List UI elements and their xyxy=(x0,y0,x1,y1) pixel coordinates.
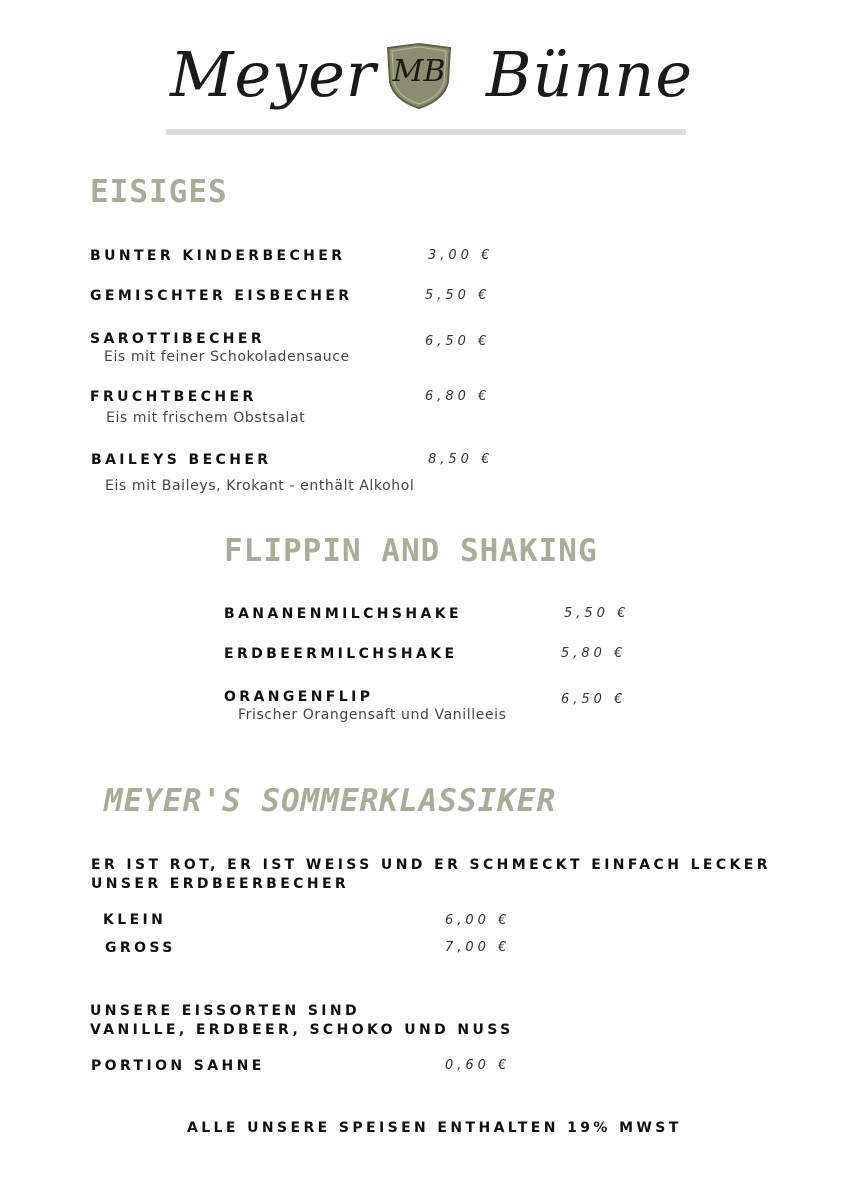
item-name: FRUCHTBECHER xyxy=(90,389,257,405)
section-title-sommer: MEYER'S SOMMERKLASSIKER xyxy=(104,783,557,819)
item-price: 5,50 € xyxy=(425,288,491,303)
item-name: BUNTER KINDERBECHER xyxy=(90,248,346,264)
ice-sorts-line1: UNSERE EISSORTEN SIND xyxy=(90,1003,361,1019)
footer-vat-note: ALLE UNSERE SPEISEN ENTHALTEN 19% MWST xyxy=(187,1120,682,1136)
logo-monogram: MB xyxy=(392,54,446,89)
item-price: 6,50 € xyxy=(561,692,627,707)
item-description: Eis mit Baileys, Krokant - enthält Alkohol xyxy=(105,478,415,494)
item-name: ORANGENFLIP xyxy=(224,689,374,705)
logo-text-right: Bünne xyxy=(486,38,694,111)
item-description: Eis mit feiner Schokoladensauce xyxy=(104,349,350,365)
item-price: 8,50 € xyxy=(428,452,494,467)
logo-text-left: Meyer xyxy=(170,38,377,111)
ice-sorts-line2: VANILLE, ERDBEER, SCHOKO UND NUSS xyxy=(90,1022,514,1038)
item-price: 6,50 € xyxy=(425,334,491,349)
item-name: GEMISCHTER EISBECHER xyxy=(90,288,353,304)
item-name: KLEIN xyxy=(103,912,167,928)
sommer-intro-line2: UNSER ERDBEERBECHER xyxy=(91,876,350,892)
item-price: 0,60 € xyxy=(445,1058,511,1073)
item-description: Eis mit frischem Obstsalat xyxy=(106,410,306,426)
item-price: 5,80 € xyxy=(561,646,627,661)
shield-icon xyxy=(384,42,454,110)
header-divider xyxy=(166,129,686,135)
item-name: SAROTTIBECHER xyxy=(90,331,265,347)
item-price: 3,00 € xyxy=(428,248,494,263)
item-name: PORTION SAHNE xyxy=(91,1058,265,1074)
section-title-flippin: FLIPPIN AND SHAKING xyxy=(224,533,598,569)
item-price: 6,80 € xyxy=(425,389,491,404)
item-price: 5,50 € xyxy=(564,606,630,621)
section-title-eisiges: EISIGES xyxy=(90,174,228,210)
item-price: 6,00 € xyxy=(445,913,511,928)
item-name: ERDBEERMILCHSHAKE xyxy=(224,646,458,662)
item-name: GROSS xyxy=(105,940,176,956)
item-name: BANANENMILCHSHAKE xyxy=(224,606,462,622)
item-name: BAILEYS BECHER xyxy=(91,452,272,468)
sommer-intro-line1: ER IST ROT, ER IST WEISS UND ER SCHMECKT EINFACH LECKER xyxy=(91,857,771,873)
item-price: 7,00 € xyxy=(445,940,511,955)
item-description: Frischer Orangensaft und Vanilleeis xyxy=(238,707,507,723)
